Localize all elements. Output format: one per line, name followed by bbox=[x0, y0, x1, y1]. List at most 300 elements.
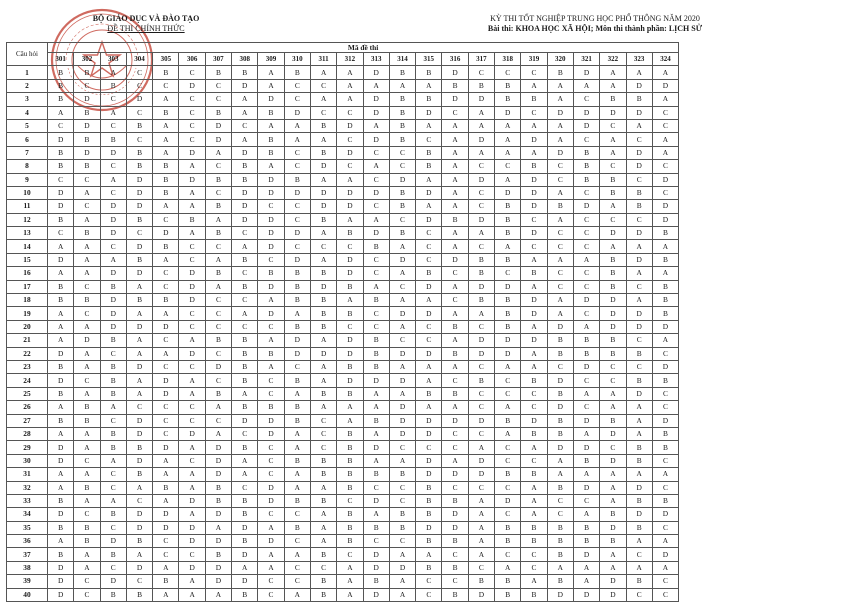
answer-cell: C bbox=[310, 414, 336, 427]
table-row bbox=[7, 294, 679, 307]
answer-cell: C bbox=[547, 227, 573, 240]
answer-cell: C bbox=[258, 387, 284, 400]
answer-cell: D bbox=[389, 307, 415, 320]
answer-cell: D bbox=[126, 427, 152, 440]
answer-cell: A bbox=[600, 200, 626, 213]
answer-cell: A bbox=[416, 79, 442, 92]
answer-cell: A bbox=[468, 441, 494, 454]
answer-cell: C bbox=[468, 200, 494, 213]
answer-cell: B bbox=[232, 401, 258, 414]
answer-cell: B bbox=[284, 320, 310, 333]
answer-cell: B bbox=[284, 66, 310, 79]
answer-cell: A bbox=[337, 561, 363, 574]
answer-cell: B bbox=[310, 454, 336, 467]
question-number: 29 bbox=[7, 441, 48, 454]
answer-cell: B bbox=[48, 548, 74, 561]
answer-cell: D bbox=[521, 200, 547, 213]
answer-cell: A bbox=[258, 294, 284, 307]
answer-cell: D bbox=[495, 334, 521, 347]
answer-cell: D bbox=[205, 119, 231, 132]
answer-cell: A bbox=[310, 508, 336, 521]
answer-cell: D bbox=[126, 267, 152, 280]
answer-cell: C bbox=[652, 387, 678, 400]
question-number: 33 bbox=[7, 494, 48, 507]
answer-cell: C bbox=[495, 374, 521, 387]
answer-cell: A bbox=[48, 307, 74, 320]
answer-cell: A bbox=[153, 133, 179, 146]
answer-cell: D bbox=[363, 227, 389, 240]
answer-cell: C bbox=[48, 173, 74, 186]
answer-cell: C bbox=[179, 360, 205, 373]
answer-cell: B bbox=[337, 280, 363, 293]
answer-cell: C bbox=[600, 360, 626, 373]
answer-cell: C bbox=[153, 535, 179, 548]
answer-cell: A bbox=[652, 133, 678, 146]
answer-cell: B bbox=[389, 521, 415, 534]
exam-code-header: 321 bbox=[573, 53, 599, 66]
answer-cell: D bbox=[100, 575, 126, 588]
answer-cell: C bbox=[232, 267, 258, 280]
answer-cell: C bbox=[389, 146, 415, 159]
answer-cell: A bbox=[74, 347, 100, 360]
answer-cell: B bbox=[74, 66, 100, 79]
answer-cell: B bbox=[232, 494, 258, 507]
answer-cell: C bbox=[258, 253, 284, 266]
answer-cell: D bbox=[258, 535, 284, 548]
answer-cell: B bbox=[337, 481, 363, 494]
answer-cell: C bbox=[284, 240, 310, 253]
answer-cell: D bbox=[389, 347, 415, 360]
answer-cell: B bbox=[284, 401, 310, 414]
question-number: 26 bbox=[7, 401, 48, 414]
answer-cell: B bbox=[652, 307, 678, 320]
answer-cell: C bbox=[495, 387, 521, 400]
answer-cell: A bbox=[442, 401, 468, 414]
answer-cell: D bbox=[205, 561, 231, 574]
answer-cell: B bbox=[337, 227, 363, 240]
table-row bbox=[7, 227, 679, 240]
answer-cell: B bbox=[310, 213, 336, 226]
answer-cell: C bbox=[337, 548, 363, 561]
answer-cell: B bbox=[100, 133, 126, 146]
answer-cell: D bbox=[48, 575, 74, 588]
answer-cell: C bbox=[547, 240, 573, 253]
answer-cell: B bbox=[547, 347, 573, 360]
answer-cell: D bbox=[442, 414, 468, 427]
answer-cell: D bbox=[205, 508, 231, 521]
answer-cell: C bbox=[600, 119, 626, 132]
answer-cell: D bbox=[442, 93, 468, 106]
answer-cell: D bbox=[284, 186, 310, 199]
answer-cell: A bbox=[284, 427, 310, 440]
answer-cell: D bbox=[468, 468, 494, 481]
answer-cell: B bbox=[153, 173, 179, 186]
answer-cell: D bbox=[258, 427, 284, 440]
answer-cell: B bbox=[205, 173, 231, 186]
answer-cell: B bbox=[363, 468, 389, 481]
table-row bbox=[7, 119, 679, 132]
answer-cell: B bbox=[232, 347, 258, 360]
table-row bbox=[7, 267, 679, 280]
answer-cell: A bbox=[258, 66, 284, 79]
answer-cell: B bbox=[310, 146, 336, 159]
answer-cell: A bbox=[153, 93, 179, 106]
question-number: 20 bbox=[7, 320, 48, 333]
answer-cell: C bbox=[100, 186, 126, 199]
answer-cell: B bbox=[547, 535, 573, 548]
answer-cell: D bbox=[442, 468, 468, 481]
answer-cell: D bbox=[153, 521, 179, 534]
answer-cell: C bbox=[232, 294, 258, 307]
answer-cell: C bbox=[205, 93, 231, 106]
answer-cell: B bbox=[495, 93, 521, 106]
question-number: 37 bbox=[7, 548, 48, 561]
answer-cell: D bbox=[468, 280, 494, 293]
answer-cell: A bbox=[389, 575, 415, 588]
answer-cell: A bbox=[179, 374, 205, 387]
answer-cell: C bbox=[153, 79, 179, 92]
answer-cell: B bbox=[232, 588, 258, 601]
answer-cell: C bbox=[284, 213, 310, 226]
answer-cell: A bbox=[521, 508, 547, 521]
answer-cell: A bbox=[258, 561, 284, 574]
answer-cell: B bbox=[389, 186, 415, 199]
answer-cell: B bbox=[337, 508, 363, 521]
answer-cell: D bbox=[48, 561, 74, 574]
answer-cell: A bbox=[48, 334, 74, 347]
answer-cell: C bbox=[179, 454, 205, 467]
answer-cell: B bbox=[48, 66, 74, 79]
answer-cell: B bbox=[48, 79, 74, 92]
answer-cell: B bbox=[547, 66, 573, 79]
answer-cell: A bbox=[205, 427, 231, 440]
answer-cell: C bbox=[179, 106, 205, 119]
answer-cell: D bbox=[547, 401, 573, 414]
answer-cell: D bbox=[652, 508, 678, 521]
answer-cell: A bbox=[389, 387, 415, 400]
table-row bbox=[7, 401, 679, 414]
answer-cell: A bbox=[310, 521, 336, 534]
answer-cell: A bbox=[442, 227, 468, 240]
answer-cell: D bbox=[179, 173, 205, 186]
answer-cell: A bbox=[232, 106, 258, 119]
answer-cell: A bbox=[495, 119, 521, 132]
answer-cell: B bbox=[337, 427, 363, 440]
answer-cell: B bbox=[521, 588, 547, 601]
answer-cell: C bbox=[468, 160, 494, 173]
answer-cell: A bbox=[153, 347, 179, 360]
answer-cell: B bbox=[573, 160, 599, 173]
answer-cell: A bbox=[74, 360, 100, 373]
answer-cell: C bbox=[205, 160, 231, 173]
table-row bbox=[7, 575, 679, 588]
answer-cell: B bbox=[258, 146, 284, 159]
answer-cell: D bbox=[232, 575, 258, 588]
answer-cell: A bbox=[416, 548, 442, 561]
answer-cell: A bbox=[626, 401, 652, 414]
answer-cell: C bbox=[179, 240, 205, 253]
question-number: 23 bbox=[7, 360, 48, 373]
answer-cell: A bbox=[126, 548, 152, 561]
answer-cell: B bbox=[600, 334, 626, 347]
answer-cell: B bbox=[495, 79, 521, 92]
table-row bbox=[7, 280, 679, 293]
answer-cell: C bbox=[416, 240, 442, 253]
answer-cell: A bbox=[310, 334, 336, 347]
answer-cell: C bbox=[389, 160, 415, 173]
answer-cell: D bbox=[100, 227, 126, 240]
answer-cell: A bbox=[600, 146, 626, 159]
answer-cell: B bbox=[153, 160, 179, 173]
answer-cell: B bbox=[258, 106, 284, 119]
answer-cell: D bbox=[337, 119, 363, 132]
answer-cell: C bbox=[442, 548, 468, 561]
answer-cell: A bbox=[48, 401, 74, 414]
question-number: 24 bbox=[7, 374, 48, 387]
answer-cell: A bbox=[652, 334, 678, 347]
answer-cell: B bbox=[232, 66, 258, 79]
answer-cell: D bbox=[179, 347, 205, 360]
answer-cell: D bbox=[652, 213, 678, 226]
answer-cell: B bbox=[626, 441, 652, 454]
answer-cell: B bbox=[468, 79, 494, 92]
answer-cell: B bbox=[337, 441, 363, 454]
answer-cell: D bbox=[626, 481, 652, 494]
answer-cell: D bbox=[48, 200, 74, 213]
answer-cell: D bbox=[416, 468, 442, 481]
answer-cell: C bbox=[126, 401, 152, 414]
answer-cell: A bbox=[468, 535, 494, 548]
question-number: 13 bbox=[7, 227, 48, 240]
answer-cell: C bbox=[521, 387, 547, 400]
exam-code-header: 316 bbox=[442, 53, 468, 66]
answer-cell: B bbox=[573, 146, 599, 159]
answer-cell: A bbox=[74, 561, 100, 574]
answer-cell: B bbox=[600, 173, 626, 186]
answer-cell: C bbox=[495, 508, 521, 521]
answer-cell: B bbox=[205, 267, 231, 280]
answer-cell: B bbox=[521, 267, 547, 280]
table-row bbox=[7, 481, 679, 494]
answer-cell: A bbox=[600, 133, 626, 146]
answer-cell: D bbox=[284, 253, 310, 266]
answer-cell: D bbox=[232, 79, 258, 92]
answer-cell: A bbox=[389, 320, 415, 333]
answer-cell: C bbox=[521, 240, 547, 253]
answer-cell: A bbox=[626, 535, 652, 548]
answer-cell: D bbox=[153, 227, 179, 240]
answer-cell: B bbox=[389, 66, 415, 79]
answer-cell: C bbox=[652, 160, 678, 173]
answer-cell: C bbox=[74, 173, 100, 186]
answer-cell: A bbox=[363, 454, 389, 467]
answer-cell: D bbox=[416, 347, 442, 360]
answer-cell: A bbox=[442, 146, 468, 159]
answer-cell: D bbox=[179, 267, 205, 280]
answer-cell: A bbox=[179, 468, 205, 481]
answer-cell: D bbox=[626, 79, 652, 92]
answer-cell: A bbox=[179, 387, 205, 400]
answer-cell: D bbox=[100, 267, 126, 280]
answer-cell: B bbox=[521, 374, 547, 387]
answer-cell: C bbox=[521, 454, 547, 467]
answer-cell: B bbox=[521, 468, 547, 481]
answer-cell: A bbox=[153, 468, 179, 481]
answer-cell: A bbox=[337, 414, 363, 427]
answer-cell: A bbox=[626, 427, 652, 440]
answer-cell: B bbox=[205, 548, 231, 561]
answer-cell: C bbox=[205, 240, 231, 253]
answer-cell: A bbox=[521, 253, 547, 266]
answer-cell: C bbox=[363, 173, 389, 186]
answer-cell: C bbox=[74, 200, 100, 213]
answer-cell: A bbox=[389, 588, 415, 601]
exam-code-header: 310 bbox=[284, 53, 310, 66]
answer-cell: A bbox=[100, 106, 126, 119]
exam-code-header: 320 bbox=[547, 53, 573, 66]
question-number: 25 bbox=[7, 387, 48, 400]
answer-cell: D bbox=[258, 240, 284, 253]
question-number: 32 bbox=[7, 481, 48, 494]
answer-cell: D bbox=[153, 441, 179, 454]
answer-cell: A bbox=[232, 93, 258, 106]
answer-cell: C bbox=[153, 401, 179, 414]
answer-cell: B bbox=[626, 575, 652, 588]
answer-cell: B bbox=[468, 267, 494, 280]
answer-cell: C bbox=[205, 186, 231, 199]
answer-cell: C bbox=[600, 441, 626, 454]
answer-cell: C bbox=[284, 146, 310, 159]
exam-code-group-header: Mã đề thi bbox=[48, 43, 679, 53]
answer-cell: D bbox=[363, 441, 389, 454]
answer-cell: D bbox=[126, 414, 152, 427]
answer-cell: B bbox=[495, 294, 521, 307]
answer-cell: B bbox=[547, 521, 573, 534]
answer-cell: B bbox=[442, 588, 468, 601]
answer-cell: B bbox=[389, 227, 415, 240]
answer-cell: C bbox=[48, 227, 74, 240]
question-number: 5 bbox=[7, 119, 48, 132]
answer-cell: D bbox=[521, 186, 547, 199]
answer-cell: A bbox=[442, 454, 468, 467]
exam-code-header: 302 bbox=[74, 53, 100, 66]
answer-cell: D bbox=[74, 119, 100, 132]
answer-cell: C bbox=[573, 213, 599, 226]
answer-cell: B bbox=[547, 427, 573, 440]
answer-cell: C bbox=[416, 588, 442, 601]
answer-cell: A bbox=[652, 146, 678, 159]
answer-cell: D bbox=[48, 347, 74, 360]
answer-cell: B bbox=[495, 521, 521, 534]
answer-cell: C bbox=[416, 320, 442, 333]
answer-cell: B bbox=[100, 360, 126, 373]
answer-cell: B bbox=[48, 280, 74, 293]
answer-cell: B bbox=[468, 374, 494, 387]
answer-cell: C bbox=[495, 66, 521, 79]
answer-cell: A bbox=[389, 548, 415, 561]
answer-cell: C bbox=[337, 494, 363, 507]
answer-cell: B bbox=[600, 535, 626, 548]
answer-cell: B bbox=[100, 441, 126, 454]
answer-cell: B bbox=[310, 494, 336, 507]
answer-cell: D bbox=[652, 79, 678, 92]
answer-cell: C bbox=[179, 66, 205, 79]
answer-cell: D bbox=[495, 494, 521, 507]
answer-cell: D bbox=[126, 173, 152, 186]
answer-cell: D bbox=[468, 347, 494, 360]
table-row bbox=[7, 454, 679, 467]
answer-cell: A bbox=[310, 253, 336, 266]
answer-cell: D bbox=[442, 253, 468, 266]
answer-cell: C bbox=[153, 280, 179, 293]
answer-cell: B bbox=[389, 200, 415, 213]
answer-cell: C bbox=[495, 454, 521, 467]
answer-cell: A bbox=[468, 307, 494, 320]
answer-cell: B bbox=[126, 535, 152, 548]
question-number: 11 bbox=[7, 200, 48, 213]
question-number: 2 bbox=[7, 79, 48, 92]
answer-cell: C bbox=[258, 374, 284, 387]
answer-cell: A bbox=[626, 468, 652, 481]
answer-cell: B bbox=[495, 588, 521, 601]
answer-cell: B bbox=[126, 468, 152, 481]
answer-cell: A bbox=[495, 173, 521, 186]
answer-cell: D bbox=[573, 360, 599, 373]
answer-cell: D bbox=[100, 307, 126, 320]
answer-cell: B bbox=[310, 548, 336, 561]
answer-cell: D bbox=[48, 508, 74, 521]
answer-cell: A bbox=[48, 468, 74, 481]
answer-cell: D bbox=[126, 454, 152, 467]
answer-cell: A bbox=[153, 253, 179, 266]
answer-cell: A bbox=[74, 441, 100, 454]
answer-cell: D bbox=[205, 133, 231, 146]
answer-cell: A bbox=[48, 240, 74, 253]
answer-cell: D bbox=[153, 320, 179, 333]
answer-cell: D bbox=[652, 548, 678, 561]
answer-cell: A bbox=[284, 133, 310, 146]
answer-cell: A bbox=[363, 79, 389, 92]
answer-cell: A bbox=[442, 280, 468, 293]
answer-cell: C bbox=[442, 106, 468, 119]
answer-cell: C bbox=[100, 414, 126, 427]
answer-cell: A bbox=[626, 267, 652, 280]
answer-cell: A bbox=[48, 267, 74, 280]
answer-cell: A bbox=[442, 133, 468, 146]
exam-code-header: 303 bbox=[100, 53, 126, 66]
answer-cell: D bbox=[48, 588, 74, 601]
answer-cell: D bbox=[126, 320, 152, 333]
answer-cell: C bbox=[126, 133, 152, 146]
answer-cell: C bbox=[232, 427, 258, 440]
answer-cell: D bbox=[258, 227, 284, 240]
answer-cell: D bbox=[310, 200, 336, 213]
answer-cell: D bbox=[600, 588, 626, 601]
answer-cell: A bbox=[521, 481, 547, 494]
question-number: 18 bbox=[7, 294, 48, 307]
answer-cell: A bbox=[258, 360, 284, 373]
answer-cell: B bbox=[205, 66, 231, 79]
answer-cell: A bbox=[547, 294, 573, 307]
answer-cell: A bbox=[389, 454, 415, 467]
answer-cell: A bbox=[74, 240, 100, 253]
answer-cell: D bbox=[416, 427, 442, 440]
answer-cell: B bbox=[205, 494, 231, 507]
answer-cell: D bbox=[495, 186, 521, 199]
answer-cell: B bbox=[153, 106, 179, 119]
answer-cell: C bbox=[416, 253, 442, 266]
answer-cell: C bbox=[442, 427, 468, 440]
